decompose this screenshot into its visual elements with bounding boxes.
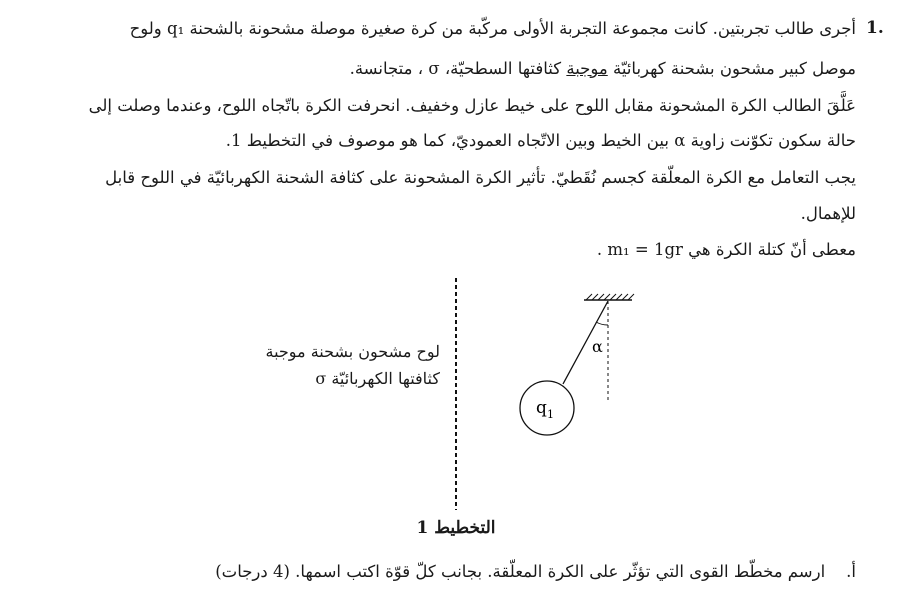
sub-question-text: ارسم مخطّط القوى التي تؤثّر على الكرة المعلّقة. بجانب كلّ قوّة اكتب اسمها. (4 درجات) (215, 562, 826, 581)
diagram-svg (0, 270, 912, 520)
question-line-5: يجب التعامل مع الكرة المعلّقة كجسم نُقَطيّ. تأثير الكرة المشحونة على كثافة الشحنة الكهربائيّة في اللوح قابل (105, 168, 856, 187)
question-number: 1. (866, 18, 884, 38)
line-4-text-a: حالة سكون تكوّنت زاوية (690, 131, 856, 150)
question-line-6: للإهمال. (800, 204, 856, 223)
sigma-symbol: σ (428, 59, 440, 78)
line-1-text-a: أجرى طالب تجربتين. كانت مجموعة التجربة الأولى مركّبة من كرة صغيرة موصلة مشحونة بالشحنة (189, 19, 856, 38)
figure-caption: التخطيط 1 (416, 518, 496, 538)
ball-label: q (536, 398, 547, 418)
plate-label (265, 338, 440, 392)
sub-question-letter: أ. (846, 562, 856, 581)
line-7-text-b: . (596, 240, 603, 259)
angle-arc (596, 322, 608, 325)
underlined-positive-word: موجبة (566, 59, 608, 78)
question-line-2 (350, 58, 856, 80)
question-line-1 (130, 18, 856, 40)
plate-label-line-2: كثافتها الكهربائيّة σ (315, 369, 440, 388)
sub-question-a (215, 562, 856, 581)
charge-q1-symbol: q₁ (167, 19, 185, 38)
question-line-3: عَلَّقَ الطالب الكرة المشحونة مقابل اللوح على خيط عازل وخفيف. انحرفت الكرة باتّجاه اللوح، وعندما وصلت إلى (88, 96, 856, 115)
line-2-text-c: ، متجانسة. (349, 59, 424, 78)
alpha-symbol: α (674, 131, 686, 150)
question-line-7 (597, 239, 856, 261)
angle-label: α (592, 337, 603, 356)
line-4-text-b: بين الخيط وبين الاتّجاه العموديّ، كما هو موصوف في التخطيط 1. (225, 131, 669, 150)
ceiling-hatch (586, 294, 634, 300)
line-2-text-b: كثافتها السطحيّة، (444, 59, 567, 78)
ball-label-subscript: 1 (547, 408, 554, 421)
line-1-text-b: ولوح (129, 19, 162, 38)
mass-value: m₁ = 1gr (607, 240, 683, 259)
question-line-4 (226, 130, 856, 152)
plate-label-line-1: لوح مشحون بشحنة موجبة (265, 342, 440, 361)
line-2-text-a: موصل كبير مشحون بشحنة كهربائيّة (607, 59, 856, 78)
line-7-text-a: معطى أنّ كتلة الكرة هي (688, 240, 856, 259)
diagram-1 (0, 270, 912, 520)
